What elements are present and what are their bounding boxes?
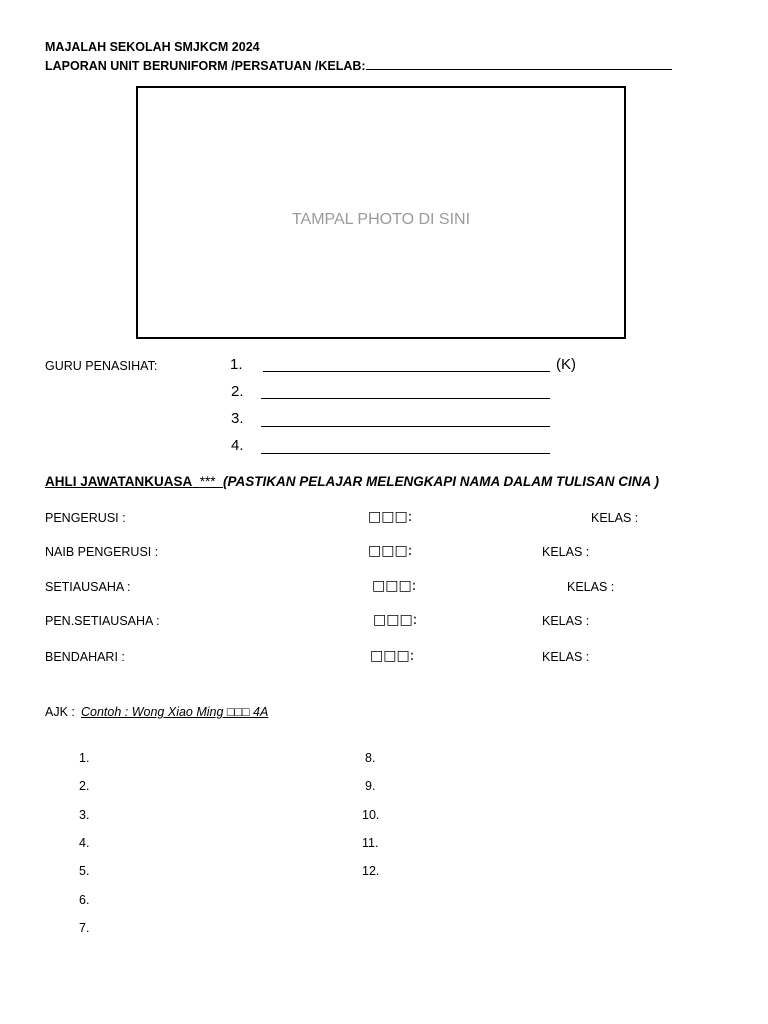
role-naib-pengerusi: NAIB PENGERUSI : [45,545,159,559]
role-pengerusi: PENGERUSI : [45,511,126,525]
ajk-number: 11. [362,836,379,850]
chinese-name-label: □□□: [372,578,417,594]
role-pen-setiausaha: PEN.SETIAUSAHA : [45,614,160,628]
guru-number-1: 1. [230,356,243,373]
ajk-example: Contoh : Wong Xiao Ming □□□ 4A [81,705,269,719]
committee-heading-row [45,474,659,489]
ajk-label: AJK : [45,705,75,719]
ajk-number: 7. [79,921,90,935]
ajk-number: 12. [362,864,380,878]
class-label: KELAS : [567,580,615,594]
ajk-number: 8. [365,751,376,765]
chinese-name-label: □□□: [370,648,415,664]
guru-number-3: 3. [231,410,244,427]
ajk-number: 3. [79,808,90,822]
photo-placeholder-text: TAMPAL PHOTO DI SINI [291,211,471,228]
role-setiausaha: SETIAUSAHA : [45,580,131,594]
report-subtitle-row [45,59,672,73]
guru-line-4[interactable] [261,453,550,454]
ajk-number: 4. [79,836,90,850]
class-label: KELAS : [542,650,590,664]
committee-heading: AHLI JAWATANKUASA [45,474,193,489]
ajk-number: 2. [79,779,90,793]
guru-line-3[interactable] [261,426,550,427]
committee-stars: *** [199,474,216,489]
photo-box [136,86,626,339]
guru-ketua-marker: (K) [556,356,576,373]
chinese-name-label: □□□: [368,509,413,525]
ajk-number: 1. [79,751,90,765]
ajk-number: 9. [365,779,376,793]
report-subtitle: LAPORAN UNIT BERUNIFORM /PERSATUAN /KELAB: [45,59,366,73]
class-label: KELAS : [591,511,639,525]
committee-note: (PASTIKAN PELAJAR MELENGKAPI NAMA DALAM TULISAN CINA ) [223,474,660,489]
chinese-name-label: □□□: [368,543,413,559]
ajk-number: 6. [79,893,90,907]
guru-line-2[interactable] [261,398,550,399]
ajk-number: 10. [362,808,380,822]
chinese-name-label: □□□: [373,612,418,628]
class-label: KELAS : [542,545,590,559]
club-name-blank[interactable] [366,69,672,70]
ajk-number: 5. [79,864,90,878]
role-bendahari: BENDAHARI : [45,650,125,664]
guru-number-2: 2. [231,383,244,400]
guru-penasihat-label: GURU PENASIHAT: [45,359,158,373]
guru-number-4: 4. [231,437,244,454]
guru-line-1[interactable] [263,371,550,372]
class-label: KELAS : [542,614,590,628]
magazine-title: MAJALAH SEKOLAH SMJKCM 2024 [45,40,260,54]
